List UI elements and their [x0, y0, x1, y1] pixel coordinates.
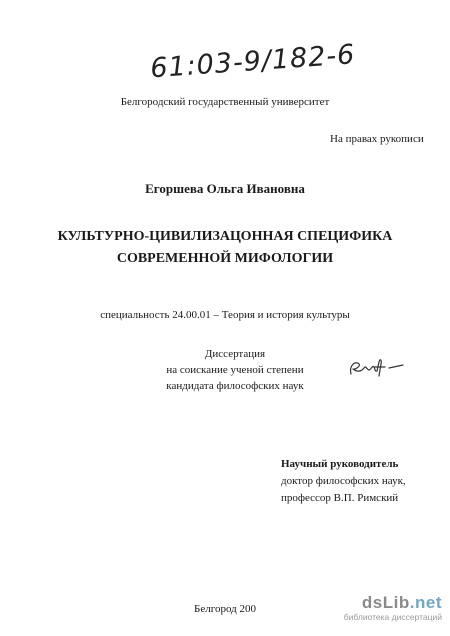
watermark-logo-accent: .net — [409, 593, 442, 612]
degree-line-1: Диссертация — [204, 348, 266, 360]
watermark-logo-main: dsLib — [361, 593, 410, 612]
advisor-block — [281, 456, 406, 507]
watermark-caption: библиотека диссертаций — [343, 612, 442, 622]
dissertation-title — [0, 226, 450, 270]
handwritten-code-text: 61:03-9/182-6 — [149, 39, 357, 85]
degree-block — [145, 346, 325, 394]
specialty-line: специальность 24.00.01 – Теория и история культуры — [100, 309, 350, 321]
rights-note: На правах рукописи — [330, 133, 424, 145]
advisor-heading: Научный руководитель — [281, 458, 399, 470]
dslib-watermark — [332, 594, 442, 628]
handwritten-catalog-code — [148, 38, 357, 85]
author-name: Егоршева Ольга Ивановна — [145, 181, 305, 196]
degree-line-2: на соискание ученой степени — [166, 364, 304, 376]
advisor-name: профессор В.П. Римский — [281, 492, 399, 504]
university-name: Белгородский государственный университет — [120, 96, 330, 108]
advisor-degree: доктор философских наук, — [281, 475, 406, 487]
degree-line-3: кандидата философских наук — [166, 380, 304, 392]
city-year: Белгород 200 — [194, 603, 256, 615]
title-line-2: СОВРЕМЕННОЙ МИФОЛОГИИ — [116, 251, 334, 266]
watermark-logo — [332, 594, 442, 612]
handwritten-signature — [345, 352, 405, 384]
title-line-1: КУЛЬТУРНО-ЦИВИЛИЗАЦОННАЯ СПЕЦИФИКА — [57, 229, 393, 244]
